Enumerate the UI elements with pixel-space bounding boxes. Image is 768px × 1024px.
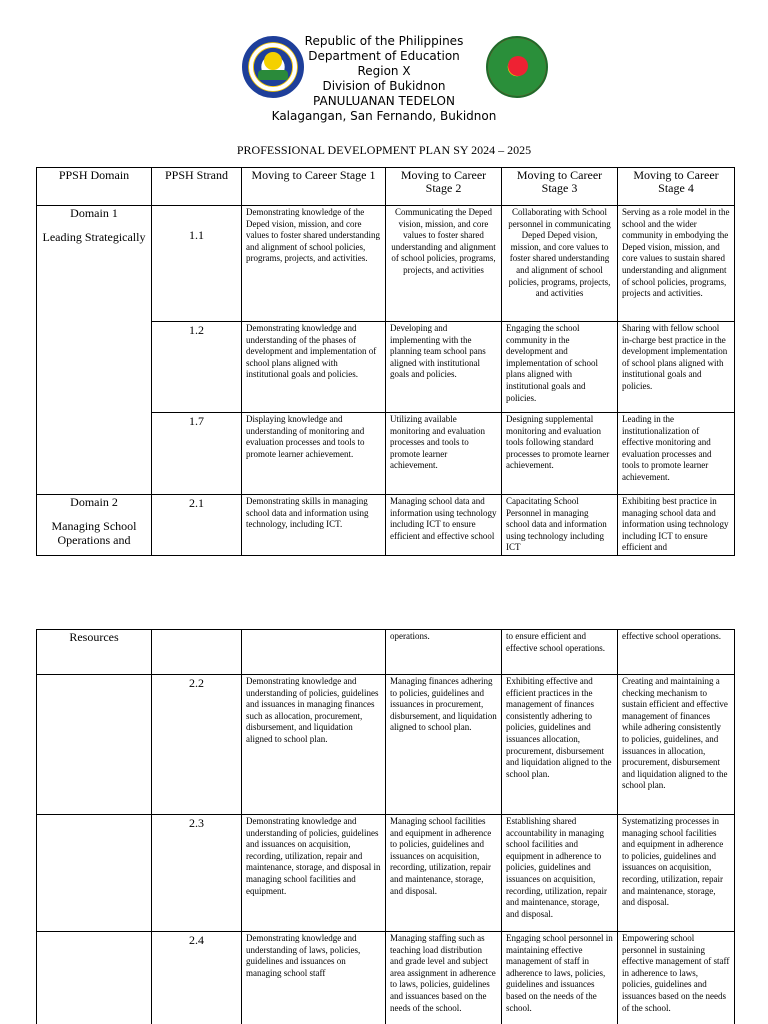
strand-cell <box>152 630 242 675</box>
table-row <box>37 932 735 1024</box>
stage-1-cell: Demonstrating knowledge and understanding of laws, policies, guidelines and issuances on managing school staff <box>242 932 386 1024</box>
stage-4-cell: Serving as a role model in the school and the wider community in embodying the Deped vision, mission, and core values to sustain shared understanding and alignment of school policies, programs, projects and activities. <box>618 206 735 322</box>
plan-title: PROFESSIONAL DEVELOPMENT PLAN SY 2024 – 2025 <box>236 143 532 157</box>
column-header: PPSH Domain <box>37 168 152 206</box>
stage-3-cell: Collaborating with School personnel in communicating Deped Deped vision, mission, and core values to foster shared understanding and alignment of school policies, programs, projects, and activities <box>502 206 618 322</box>
stage-4-cell: effective school operations. <box>618 630 735 675</box>
domain-cell <box>37 675 152 815</box>
column-header: Moving to Career Stage 2 <box>386 168 502 206</box>
stage-2-cell: Communicating the Deped vision, mission, and core values to foster shared understanding and alignment of school policies, programs, projects, and activities <box>386 206 502 322</box>
stage-4-cell: Exhibiting best practice in managing school data and information using technology including ICT to ensure efficient and <box>618 495 735 556</box>
stage-4-cell: Systematizing processes in managing school facilities and equipment in adherence to policies, guidelines and issuances on acquisition, recording, utilization, repair and maintenance, storage, and disposal. <box>618 815 735 932</box>
stage-4-cell: Leading in the institutionalization of effective monitoring and evaluation processes and tools to promote learner achievement. <box>618 413 735 495</box>
stage-2-cell: Managing school data and information using technology including ICT to ensure efficient and effective school <box>386 495 502 556</box>
letterhead-text <box>0 34 768 124</box>
domain-name: Leading Strategically <box>42 230 146 244</box>
stage-1-cell: Demonstrating knowledge and understanding of policies, guidelines and issuances on acquisition, recording, utilization, repair and maintenance, storage, and disposal in managing school facilities and equipment. <box>242 815 386 932</box>
column-header: Moving to Career Stage 3 <box>502 168 618 206</box>
column-header: Moving to Career Stage 1 <box>242 168 386 206</box>
strand-cell: 1.7 <box>152 413 242 495</box>
stage-1-cell: Demonstrating knowledge of the Deped vision, mission, and core values to foster shared understanding and alignment of school policies, programs, projects, and activities. <box>242 206 386 322</box>
stage-2-cell: Managing school facilities and equipment in adherence to policies, guidelines and issuances on acquisition, recording, utilization, repair and maintenance, storage, and disposal. <box>386 815 502 932</box>
stage-2-cell: Developing and implementing with the planning team school pans aligned with institutional goals and policies. <box>386 322 502 413</box>
table-header-row <box>37 168 735 206</box>
table-row <box>37 206 735 322</box>
domain-cell <box>37 206 152 495</box>
stage-2-cell: Managing finances adhering to policies, guidelines and issuances in procurement, disbursement, and liquidation aligned to school plan. <box>386 675 502 815</box>
strand-cell: 2.1 <box>152 495 242 556</box>
domain-cell <box>37 932 152 1024</box>
stage-3-cell: Designing supplemental monitoring and evaluation tools following standard processes to promote learner achievement. <box>502 413 618 495</box>
strand-cell: 1.1 <box>152 206 242 322</box>
stage-3-cell: Establishing shared accountability in managing school facilities and equipment in adherence to policies, guidelines and issuances on acquisition, recording, utilization, repair and maintenance, storage, and disposal. <box>502 815 618 932</box>
table-row <box>37 815 735 932</box>
stage-3-cell: Capacitating School Personnel in managing school data and information using technology including ICT <box>502 495 618 556</box>
stage-4-cell: Sharing with fellow school in-charge best practice in the development implementation of school plans aligned with institutional goals and policies. <box>618 322 735 413</box>
stage-3-cell: Engaging school personnel in maintaining effective management of staff in adherence to laws, policies, guidelines and issuances based on the needs of the school. <box>502 932 618 1024</box>
stage-1-cell: Demonstrating skills in managing school data and information using technology, including ICT. <box>242 495 386 556</box>
stage-3-cell: Engaging the school community in the development and implementation of school plans aligned with institutional goals and policies. <box>502 322 618 413</box>
stage-2-cell: Utilizing available monitoring and evaluation processes and tools to promote learner achievement. <box>386 413 502 495</box>
domain-cell <box>37 495 152 556</box>
header-line-school: PANULUANAN TEDELON <box>313 94 455 108</box>
header-line-region: Region X <box>357 64 411 78</box>
strand-cell: 2.4 <box>152 932 242 1024</box>
stage-4-cell: Creating and maintaining a checking mechanism to sustain efficient and effective management of finances while adhering consistently to policies, guidelines, and issuances in allocation, procurement, disbursement and liquidation aligned to the school plan. <box>618 675 735 815</box>
stage-4-cell: Empowering school personnel in sustaining effective management of staff in adherence to laws, policies, guidelines and issuances based on the needs of the school. <box>618 932 735 1024</box>
strand-cell: 1.2 <box>152 322 242 413</box>
column-header: PPSH Strand <box>152 168 242 206</box>
domain-cell: Resources <box>37 630 152 675</box>
stage-1-cell: Displaying knowledge and understanding of monitoring and evaluation processes and tools to promote learner achievement. <box>242 413 386 495</box>
stage-2-cell: Managing staffing such as teaching load distribution and grade level and subject area assignment in adherence to laws, policies, guidelines and issuances based on the needs of the school. <box>386 932 502 1024</box>
plan-table-page-1 <box>36 167 735 556</box>
stage-1-cell: Demonstrating knowledge and understanding of policies, guidelines and issuances in managing finances such as allocation, procurement, disbursement, and liquidation aligned to school plan. <box>242 675 386 815</box>
column-header: Moving to Career Stage 4 <box>618 168 735 206</box>
strand-cell: 2.2 <box>152 675 242 815</box>
domain-cell <box>37 815 152 932</box>
domain-name: Managing School Operations and <box>51 519 137 547</box>
header-line-address: Kalagangan, San Fernando, Bukidnon <box>271 109 497 123</box>
table-row <box>37 675 735 815</box>
table-row <box>37 630 735 675</box>
stage-3-cell: Exhibiting effective and efficient practices in the management of finances consistently adhering to policies, guidelines and issuances allocation, procurement, disbursement and liquidation aligned to the school plan. <box>502 675 618 815</box>
stage-2-cell: operations. <box>386 630 502 675</box>
table-row <box>37 495 735 556</box>
stage-1-cell: Demonstrating knowledge and understanding of the phases of development and implementation of school plans aligned with institutional goals and policies. <box>242 322 386 413</box>
strand-cell: 2.3 <box>152 815 242 932</box>
domain-number: Domain 2 <box>70 495 118 509</box>
header-line-department: Department of Education <box>308 49 460 63</box>
domain-number: Domain 1 <box>70 206 118 220</box>
plan-table-page-2 <box>36 629 735 1024</box>
header-line-republic: Republic of the Philippines <box>304 34 464 48</box>
header-line-division: Division of Bukidnon <box>322 79 446 93</box>
stage-3-cell: to ensure efficient and effective school operations. <box>502 630 618 675</box>
letterhead <box>0 34 768 124</box>
stage-1-cell <box>242 630 386 675</box>
